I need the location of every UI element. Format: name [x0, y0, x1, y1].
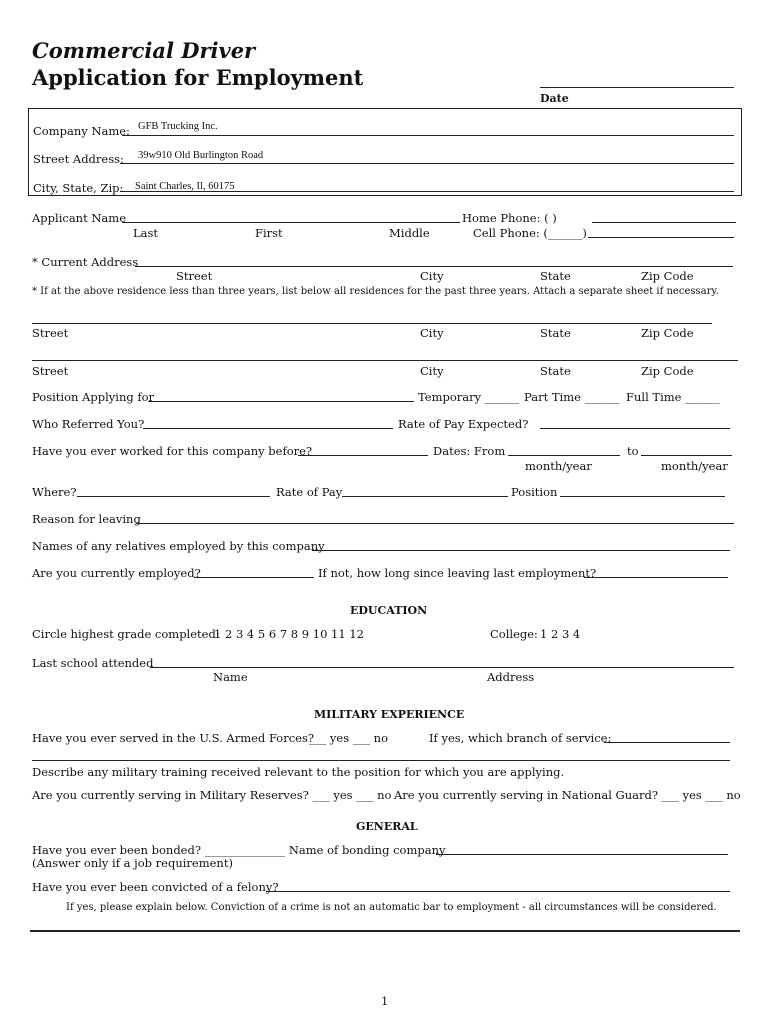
bonded-label: Have you ever been bonded? ______________ Name of bonding company [32, 843, 446, 857]
prior-position-field[interactable] [560, 496, 725, 497]
date-field[interactable] [540, 87, 734, 88]
cell-phone-label: Cell Phone: (______) [473, 226, 587, 240]
worked-before-field[interactable] [298, 455, 428, 456]
worked-before-label: Have you ever worked for this company before? [32, 444, 313, 458]
date-to-field[interactable] [641, 455, 732, 456]
form-title-line1: Commercial Driver [32, 38, 256, 63]
current-address-label: * Current Address [32, 255, 139, 269]
company-name-label: Company Name: [33, 124, 130, 138]
zip-caption: Zip Code [641, 269, 694, 283]
education-heading: EDUCATION [350, 604, 428, 617]
company-name-field[interactable] [122, 135, 734, 136]
residence-note: * If at the above residence less than three years, list below all residences for the past three years. Attach a separate sheet if necessary. [32, 286, 719, 297]
prev2-city-caption: City [420, 364, 444, 378]
armed-forces-yes-no[interactable]: ___ yes ___ no [309, 731, 389, 745]
current-address-field[interactable] [135, 266, 733, 267]
previous-address-1-field[interactable] [32, 323, 712, 324]
middle-name-caption: Middle [389, 226, 430, 240]
reason-leaving-label: Reason for leaving [32, 512, 141, 526]
felony-field[interactable] [266, 891, 730, 892]
rate-expected-field[interactable] [540, 428, 730, 429]
state-caption: State [540, 269, 571, 283]
date-to-label: to [627, 444, 639, 458]
section-divider [30, 930, 740, 932]
military-training-label: Describe any military training received relevant to the position for which you are applying. [32, 765, 565, 779]
currently-employed-label: Are you currently employed? [32, 566, 201, 580]
form-title-line2: Application for Employment [32, 65, 364, 90]
branch-label: If yes, which branch of service: [429, 731, 612, 745]
relatives-field[interactable] [312, 550, 730, 551]
position-label: Position Applying for [32, 390, 155, 404]
date-from-field[interactable] [508, 455, 620, 456]
rate-of-pay-label: Rate of Pay [276, 485, 343, 499]
prev1-city-caption: City [420, 326, 444, 340]
dates-from-label: Dates: From [433, 444, 506, 458]
military-extra-line[interactable] [32, 760, 730, 761]
first-name-caption: First [255, 226, 283, 240]
position-field[interactable] [148, 401, 414, 402]
home-phone-field[interactable] [592, 222, 736, 223]
branch-field[interactable] [604, 742, 730, 743]
military-reserves-question[interactable]: Are you currently serving in Military Reserves? ___ yes ___ no [32, 788, 392, 802]
reason-leaving-field[interactable] [136, 523, 734, 524]
street-address-label: Street Address: [33, 152, 124, 166]
prev1-street-caption: Street [32, 326, 69, 340]
national-guard-question[interactable]: Are you currently serving in National Guard? ___ yes ___ no [394, 788, 741, 802]
prev2-zip-caption: Zip Code [641, 364, 694, 378]
military-heading: MILITARY EXPERIENCE [314, 708, 465, 721]
applicant-name-label: Applicant Name [32, 211, 126, 225]
college-options[interactable]: 1 2 3 4 [540, 627, 581, 641]
school-address-caption: Address [487, 670, 535, 684]
grade-options[interactable]: 1 2 3 4 5 6 7 8 9 10 11 12 [214, 627, 364, 641]
relatives-label: Names of any relatives employed by this company [32, 539, 325, 553]
how-long-field[interactable] [584, 577, 728, 578]
how-long-label: If not, how long since leaving last employment? [318, 566, 597, 580]
street-address-value: 39w910 Old Burlington Road [138, 150, 264, 161]
home-phone-label: Home Phone: ( ) [462, 211, 557, 225]
cell-phone-field[interactable] [588, 237, 734, 238]
previous-address-2-field[interactable] [32, 360, 738, 361]
from-month-year-caption: month/year [525, 459, 592, 473]
date-label: Date [540, 92, 569, 105]
highest-grade-label: Circle highest grade completed: [32, 627, 220, 641]
full-time-option[interactable]: Full Time ______ [626, 390, 720, 404]
rate-of-pay-field[interactable] [342, 496, 508, 497]
applicant-name-field[interactable] [122, 222, 460, 223]
referred-field[interactable] [143, 428, 393, 429]
where-field[interactable] [77, 496, 270, 497]
college-label: College: [490, 627, 538, 641]
prev2-street-caption: Street [32, 364, 69, 378]
last-name-caption: Last [133, 226, 159, 240]
bonding-company-field[interactable] [436, 854, 728, 855]
part-time-option[interactable]: Part Time ______ [524, 390, 620, 404]
page-number: 1 [381, 994, 389, 1008]
city-state-zip-label: City, State, Zip: [33, 181, 124, 195]
rate-expected-label: Rate of Pay Expected? [398, 417, 529, 431]
armed-forces-label: Have you ever served in the U.S. Armed Forces? [32, 731, 315, 745]
temporary-option[interactable]: Temporary ______ [418, 390, 520, 404]
city-caption: City [420, 269, 444, 283]
city-state-zip-value: Saint Charles, Il, 60175 [135, 181, 235, 192]
prev1-state-caption: State [540, 326, 571, 340]
company-name-value: GFB Trucking Inc. [138, 121, 218, 132]
prior-position-label: Position [511, 485, 558, 499]
where-label: Where? [32, 485, 77, 499]
general-heading: GENERAL [356, 820, 418, 833]
street-caption: Street [176, 269, 213, 283]
last-school-label: Last school attended [32, 656, 154, 670]
last-school-field[interactable] [150, 667, 734, 668]
street-address-field[interactable] [120, 163, 734, 164]
felony-label: Have you ever been convicted of a felony? [32, 880, 279, 894]
prev1-zip-caption: Zip Code [641, 326, 694, 340]
currently-employed-field[interactable] [194, 577, 314, 578]
school-name-caption: Name [213, 670, 248, 684]
referred-label: Who Referred You? [32, 417, 145, 431]
bonded-note: (Answer only if a job requirement) [32, 856, 233, 870]
felony-note: If yes, please explain below. Conviction of a crime is not an automatic bar to employment - all circumstances will be considered. [66, 902, 717, 913]
prev2-state-caption: State [540, 364, 571, 378]
to-month-year-caption: month/year [661, 459, 728, 473]
